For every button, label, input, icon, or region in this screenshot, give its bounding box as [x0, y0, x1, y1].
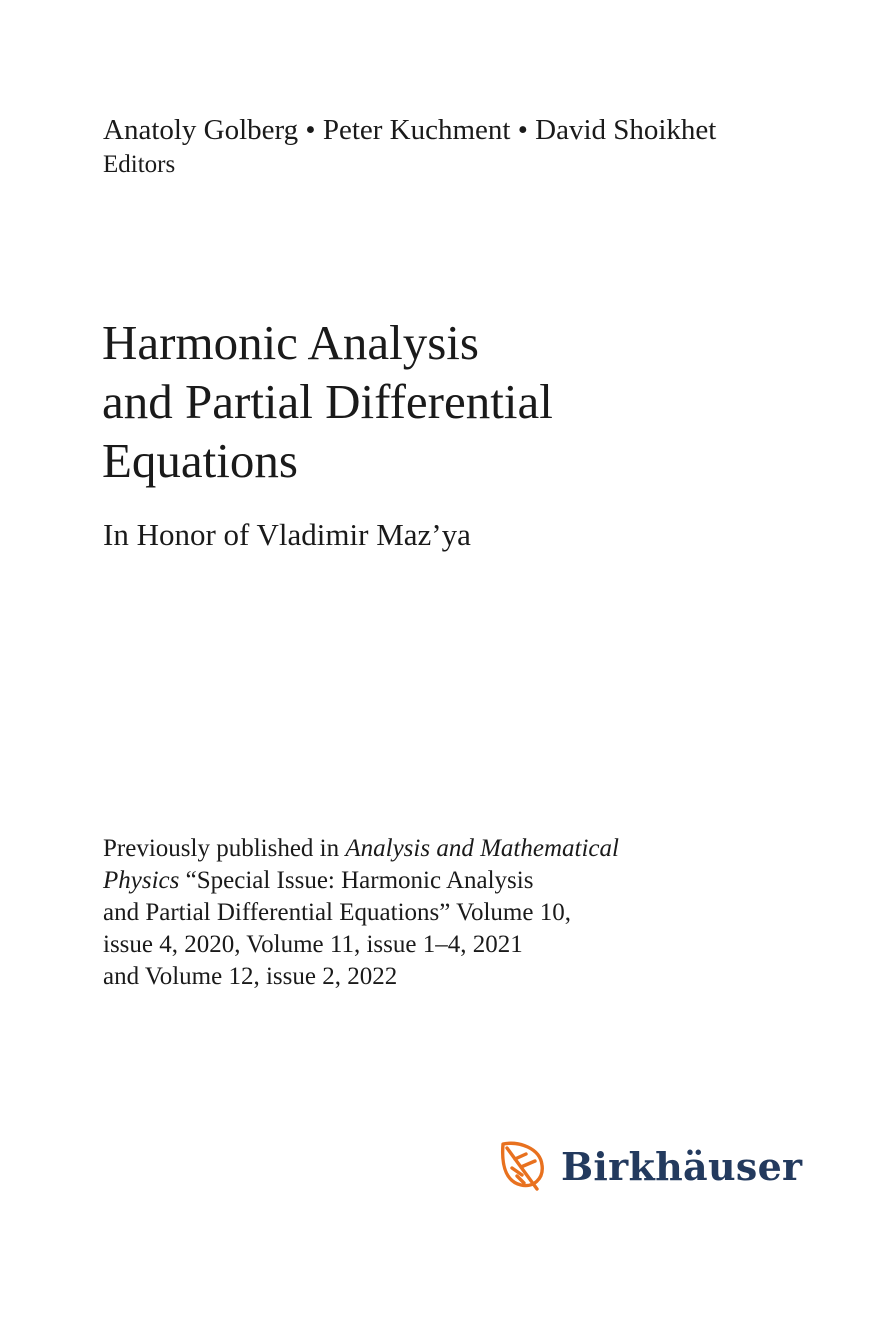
pubnote-line-3: and Partial Differential Equations” Volume 10,	[103, 899, 571, 926]
publisher-name: Birkhäuser	[561, 1143, 803, 1189]
pubnote-line-1	[103, 833, 723, 865]
title-line-2: and Partial Differential	[102, 374, 553, 429]
title-line-3: Equations	[102, 433, 298, 488]
pubnote-line-2	[103, 865, 723, 897]
publisher-logo	[497, 1139, 802, 1193]
book-title	[102, 313, 553, 490]
pubnote-line-5: and Volume 12, issue 2, 2022	[103, 963, 398, 990]
journal-name-part-2: Physics	[103, 867, 180, 894]
leaf-icon	[497, 1139, 549, 1193]
editors-label: Editors	[103, 151, 176, 178]
pubnote-line-2-rest: “Special Issue: Harmonic Analysis	[179, 867, 534, 894]
pubnote-line-4: issue 4, 2020, Volume 11, issue 1–4, 2021	[103, 931, 523, 958]
publication-note	[103, 833, 723, 993]
editors-names: Anatoly Golberg • Peter Kuchment • David Shoikhet	[103, 114, 717, 146]
journal-name-part-1: Analysis and Mathematical	[345, 835, 619, 862]
title-line-1: Harmonic Analysis	[102, 315, 479, 370]
book-subtitle: In Honor of Vladimir Maz’ya	[103, 517, 471, 552]
pubnote-prefix: Previously published in	[103, 835, 346, 862]
